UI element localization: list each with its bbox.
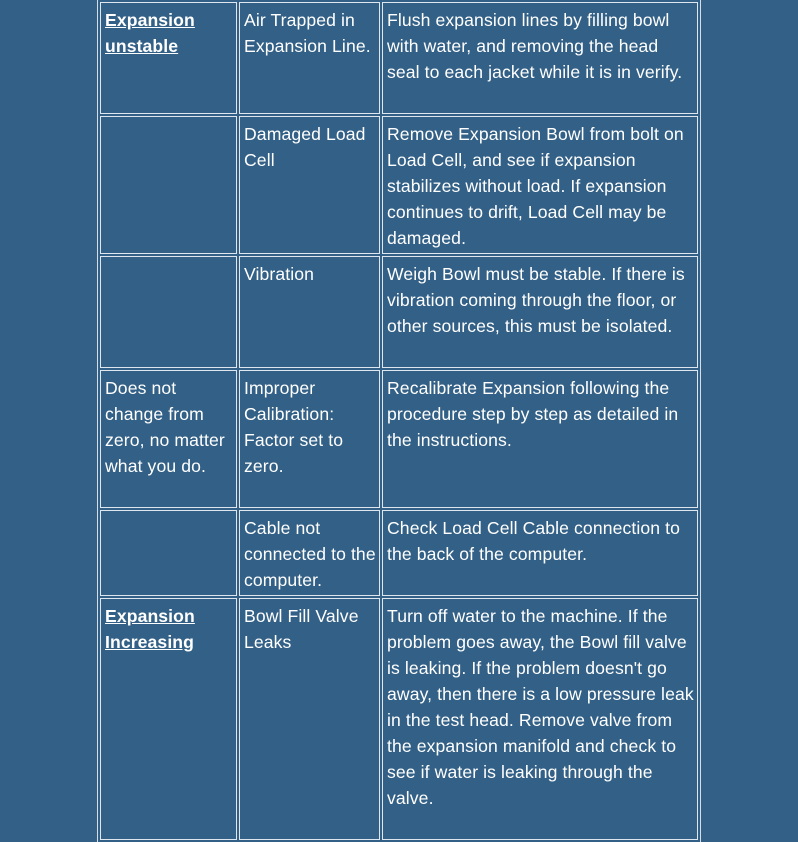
table-row [100, 510, 698, 596]
symptom-cell [100, 510, 237, 596]
symptom-cell: Does not change from zero, no matter what you do. [100, 370, 237, 508]
cause-cell: Damaged Load Cell [239, 116, 380, 254]
table-row [100, 370, 698, 508]
table-row [100, 2, 698, 114]
table-row [100, 256, 698, 368]
symptom-text: Expansion Increasing [105, 606, 195, 652]
remedy-cell: Recalibrate Expansion following the procedure step by step as detailed in the instructions. [382, 370, 698, 508]
symptom-cell [100, 2, 237, 114]
cause-cell: Vibration [239, 256, 380, 368]
remedy-cell: Remove Expansion Bowl from bolt on Load Cell, and see if expansion stabilizes without load. If expansion continues to drift, Load Cell may be damaged. [382, 116, 698, 254]
table-row [100, 116, 698, 254]
table-row [100, 598, 698, 840]
symptom-cell [100, 256, 237, 368]
symptom-cell [100, 116, 237, 254]
cause-cell: Cable not connected to the computer. [239, 510, 380, 596]
remedy-cell: Check Load Cell Cable connection to the back of the computer. [382, 510, 698, 596]
cause-cell: Air Trapped in Expansion Line. [239, 2, 380, 114]
troubleshooting-table [97, 0, 701, 842]
cause-cell: Bowl Fill Valve Leaks [239, 598, 380, 840]
remedy-cell: Turn off water to the machine. If the problem goes away, the Bowl fill valve is leaking. If the problem doesn't go away, then there is a low pressure leak in the test head. Remove valve from the expansion manifold and check to see if water is leaking through the valve. [382, 598, 698, 840]
symptom-cell [100, 598, 237, 840]
remedy-cell: Flush expansion lines by filling bowl with water, and removing the head seal to each jacket while it is in verify. [382, 2, 698, 114]
remedy-cell: Weigh Bowl must be stable. If there is vibration coming through the floor, or other sources, this must be isolated. [382, 256, 698, 368]
symptom-text: Expansion unstable [105, 10, 195, 56]
cause-cell: Improper Calibration: Factor set to zero. [239, 370, 380, 508]
